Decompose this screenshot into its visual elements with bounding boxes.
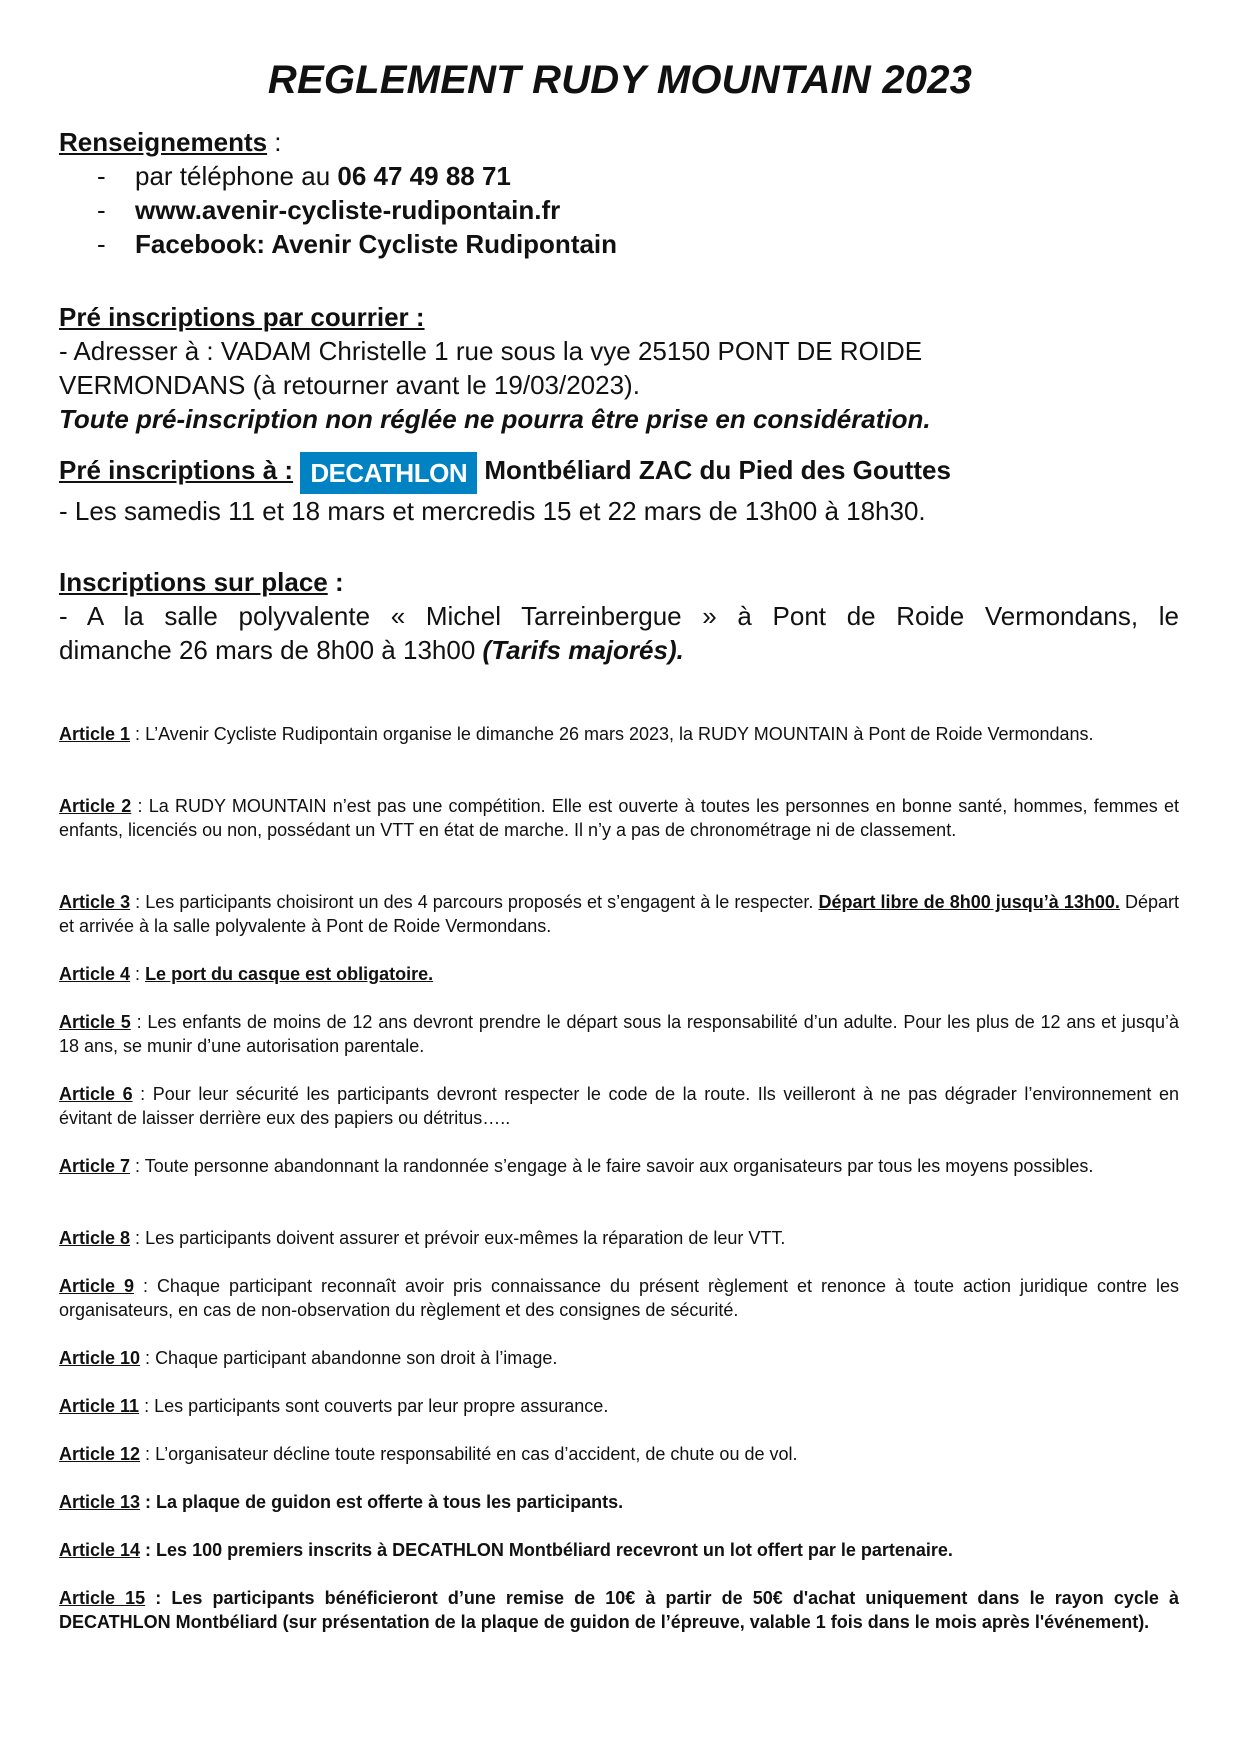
courrier-heading: Pré inscriptions par courrier : (59, 302, 425, 332)
article-label: Article 2 (59, 796, 132, 816)
article-label: Article 5 (59, 1012, 131, 1032)
decathlon-heading: Pré inscriptions à : (59, 455, 294, 485)
article-6: Article 6 : Pour leur sécurité les participants devront respecter le code de la route. Ils veilleront à ne pas dégrader l’environnement en évitant de laisser derrière eux des papiers ou détritus….. (59, 1084, 1179, 1128)
renseignements-list (59, 159, 1179, 261)
article-8: Article 8 : Les participants doivent assurer et prévoir eux-mêmes la réparation de leur VTT. (59, 1228, 786, 1248)
document-title: REGLEMENT RUDY MOUNTAIN 2023 (267, 58, 973, 102)
tarifs-majores: (Tarifs majorés). (482, 635, 684, 665)
sur-place-section: Inscriptions sur place : - A la salle polyvalente « Michel Tarreinbergue » à Pont de Roide Vermondans, le dimanche 26 mars de 8h00 à 13h00 (Tarifs majorés). (59, 567, 1179, 665)
depart-libre-text: Départ libre de 8h00 jusqu’à 13h00. (818, 892, 1120, 912)
casque-obligatoire: Le port du casque est obligatoire. (145, 964, 434, 984)
phone-number: 06 47 49 88 71 (337, 161, 511, 191)
article-label: Article 3 (59, 892, 131, 912)
article-label: Article 6 (59, 1084, 133, 1104)
sur-place-line1: - A la salle polyvalente « Michel Tarreinbergue » à Pont de Roide Vermondans, le (59, 601, 1179, 631)
article-label: Article 4 (59, 964, 131, 984)
article-14: Article 14 : Les 100 premiers inscrits à DECATHLON Montbéliard recevront un lot offert par le partenaire. (59, 1540, 953, 1560)
article-4: Article 4 : Le port du casque est obligatoire. (59, 964, 434, 984)
decathlon-section (59, 452, 1179, 528)
article-label: Article 9 (59, 1276, 134, 1296)
article-label: Article 11 (59, 1396, 140, 1416)
courrier-section (59, 300, 1179, 436)
facebook-link[interactable]: Facebook: Avenir Cycliste Rudipontain (135, 229, 618, 259)
decathlon-dates: - Les samedis 11 et 18 mars et mercredis 15 et 22 mars de 13h00 à 18h30. (59, 496, 926, 526)
article-13: Article 13 : La plaque de guidon est offerte à tous les participants. (59, 1492, 624, 1512)
article-15: Article 15 : Les participants bénéficieront d’une remise de 10€ à partir de 50€ d'achat uniquement dans le rayon cycle à DECATHLON Montbéliard (sur présentation de la plaque de guidon de l’épreuve, valable 1 fois dans le mois après l'événement). (59, 1588, 1179, 1632)
renseignements-heading: Renseignements (59, 127, 268, 157)
article-9: Article 9 : Chaque participant reconnaît avoir pris connaissance du présent règlement et renonce à toute action juridique contre les organisateurs, en cas de non-observation du règlement et des consignes de sécurité. (59, 1276, 1179, 1320)
renseignements-section: Renseignements : - par téléphone au 06 47 49 88 71 - www.avenir-cycliste-rudipontain.fr - Facebook: Avenir Cycliste Rudipontain (59, 125, 1179, 261)
article-3: Article 3 : Les participants choisiront un des 4 parcours proposés et s’engagent à le respecter. Départ libre de 8h00 jusqu’à 13h00. Départ et arrivée à la salle polyvalente à Pont de Roide Vermondans. (59, 892, 1179, 936)
article-7: Article 7 : Toute personne abandonnant la randonnée s’engage à le faire savoir aux organisateurs par tous les moyens possibles. (59, 1156, 1094, 1176)
decathlon-location: Montbéliard ZAC du Pied des Gouttes (484, 455, 951, 485)
article-5: Article 5 : Les enfants de moins de 12 ans devront prendre le départ sous la responsabilité d’un adulte. Pour les plus de 12 ans et jusqu’à 18 ans, se munir d’une autorisation parentale. (59, 1012, 1179, 1056)
article-label: Article 1 (59, 724, 131, 744)
article-label: Article 12 (59, 1444, 141, 1464)
article-1: Article 1 : L’Avenir Cycliste Rudipontain organise le dimanche 26 mars 2023, la RUDY MOUNTAIN à Pont de Roide Vermondans. (59, 724, 1094, 744)
article-label: Article 8 (59, 1228, 131, 1248)
renseignements-phone: - par téléphone au 06 47 49 88 71 (97, 161, 511, 191)
website-link[interactable]: www.avenir-cycliste-rudipontain.fr (135, 195, 561, 225)
courrier-address-line1: - Adresser à : VADAM Christelle 1 rue sous la vye 25150 PONT DE ROIDE (59, 336, 923, 366)
courrier-warning: Toute pré-inscription non réglée ne pourra être prise en considération. (59, 404, 931, 434)
article-2: Article 2 : La RUDY MOUNTAIN n’est pas une compétition. Elle est ouverte à toutes les personnes en bonne santé, hommes, femmes et enfants, licenciés ou non, possédant un VTT en état de marche. Il n’y a pas de chronométrage ni de classement. (59, 796, 1179, 840)
article-10: Article 10 : Chaque participant abandonne son droit à l’image. (59, 1348, 558, 1368)
sur-place-heading: Inscriptions sur place (59, 567, 328, 597)
article-label: Article 10 (59, 1348, 141, 1368)
renseignements-website: - www.avenir-cycliste-rudipontain.fr (97, 195, 561, 225)
courrier-address-line2: VERMONDANS (à retourner avant le 19/03/2023). (59, 370, 640, 400)
article-label: Article 14 (59, 1540, 141, 1560)
renseignements-facebook: - Facebook: Avenir Cycliste Rudipontain (97, 229, 618, 259)
article-label: Article 7 (59, 1156, 131, 1176)
article-label: Article 13 (59, 1492, 141, 1512)
article-11: Article 11 : Les participants sont couverts par leur propre assurance. (59, 1396, 609, 1416)
decathlon-logo: DECATHLON (300, 452, 477, 494)
article-12: Article 12 : L’organisateur décline toute responsabilité en cas d’accident, de chute ou de vol. (59, 1444, 798, 1464)
article-label: Article 15 (59, 1588, 146, 1608)
sur-place-line2: dimanche 26 mars de 8h00 à 13h00 (59, 635, 483, 665)
